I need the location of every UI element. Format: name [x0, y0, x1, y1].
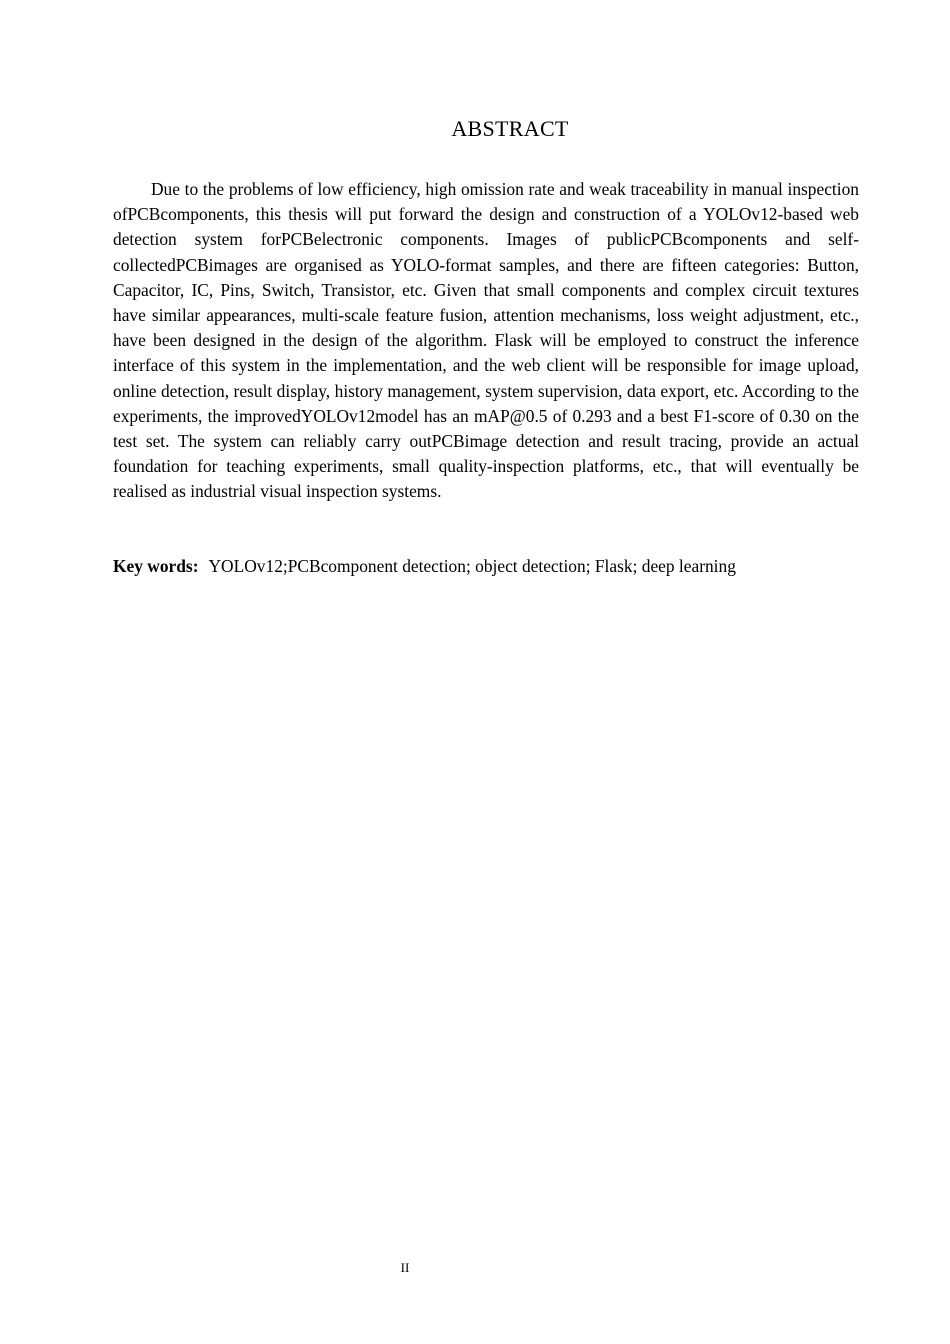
abstract-paragraph: Due to the problems of low efficiency, high omission rate and weak traceability in manual inspection ofPCBcomponents, this thesis will put forward the design and construction of a YOLOv12-based web detection system forPCBelectronic components. Images of publicPCBcomponents and self-collectedPCBimages are organised as YOLO-format samples, and there are fifteen categories: Button, Capacitor, IC, Pins, Switch, Transistor, etc. Given that small components and complex circuit textures have similar appearances, multi-scale feature fusion, attention mechanisms, loss weight adjustment, etc., have been designed in the design of the algorithm. Flask will be employed to construct the inference interface of this system in the implementation, and the web client will be responsible for image upload, online detection, result display, history management, system supervision, data export, etc. According to the experiments, the improvedYOLOv12model has an mAP@0.5 of 0.293 and a best F1-score of 0.30 on the test set. The system can reliably carry outPCBimage detection and result tracing, provide an actual foundation for teaching experiments, small quality-inspection platforms, etc., that will eventually be realised as industrial visual inspection systems. [113, 179, 859, 502]
keywords-line [113, 554, 873, 579]
abstract-heading: ABSTRACT [451, 116, 569, 141]
keywords-text: YOLOv12;PCBcomponent detection; object detection; Flask; deep learning [208, 556, 736, 576]
keywords-label: Key words: [113, 556, 199, 576]
page-number: II [400, 1260, 410, 1275]
